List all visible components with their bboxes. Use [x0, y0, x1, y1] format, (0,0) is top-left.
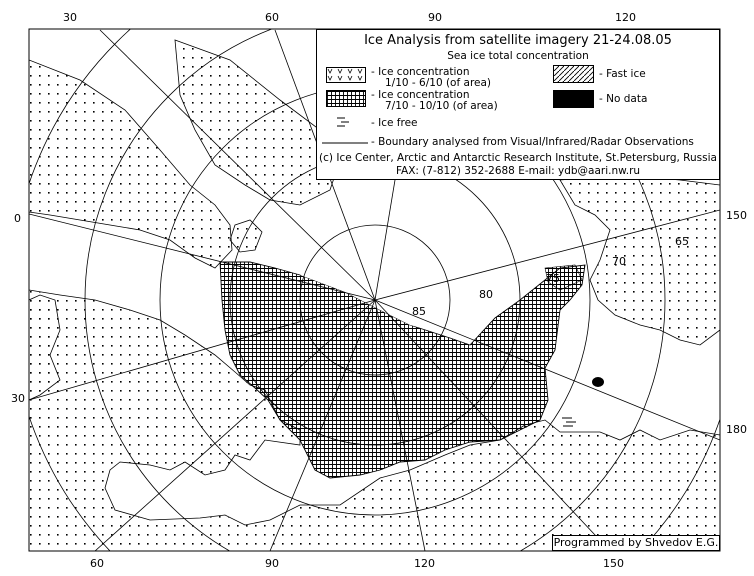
bottom-lon-60: 60 [90, 557, 104, 570]
bottom-lon-90: 90 [265, 557, 279, 570]
swatch-boundary-line [322, 140, 368, 146]
legend-high-line1: - Ice concentration [371, 89, 470, 101]
legend-low-line1: - Ice concentration [371, 66, 470, 78]
legend-credit-1: (c) Ice Center, Arctic and Antarctic Research Institute, St.Petersburg, Russia [319, 152, 717, 164]
legend-title: Ice Analysis from satellite imagery 21-24.08.05 [364, 33, 672, 48]
legend-subtitle: Sea ice total concentration [447, 50, 589, 62]
left-lon-30: 30 [11, 392, 25, 405]
legend-high-line2: 7/10 - 10/10 (of area) [385, 100, 498, 112]
legend-box [316, 29, 720, 180]
legend-no-data: - No data [599, 93, 648, 105]
left-lon-0: 0 [14, 212, 21, 225]
legend-fast-ice: - Fast ice [599, 68, 646, 80]
top-lon-60: 60 [265, 11, 279, 24]
swatch-fast-ice [553, 65, 594, 83]
lat-label-65: 65 [675, 235, 689, 248]
no-data-area [592, 377, 604, 387]
lat-label-85: 85 [412, 305, 426, 318]
bottom-lon-150: 150 [603, 557, 624, 570]
legend-boundary: - Boundary analysed from Visual/Infrared/Radar Observations [371, 136, 694, 148]
top-lon-30: 30 [63, 11, 77, 24]
swatch-high-concentration [326, 90, 366, 107]
swatch-low-concentration [326, 67, 366, 83]
bottom-lon-120: 120 [414, 557, 435, 570]
legend-credit-2: FAX: (7-812) 352-2688 E-mail: ydb@aari.nw.ru [395, 165, 641, 177]
legend-ice-free: - Ice free [371, 117, 418, 129]
right-lon-180: 180 [726, 423, 747, 436]
top-lon-120: 120 [615, 11, 636, 24]
top-lon-90: 90 [428, 11, 442, 24]
swatch-no-data [553, 90, 594, 108]
legend-low-line2: 1/10 - 6/10 (of area) [385, 77, 492, 89]
programmed-by-label: Programmed by Shvedov E.G. [553, 536, 719, 549]
lat-label-70: 70 [612, 255, 626, 268]
lat-label-75: 75 [546, 272, 560, 285]
lat-label-80: 80 [479, 288, 493, 301]
right-lon-150: 150 [726, 209, 747, 222]
swatch-ice-free [335, 116, 355, 128]
